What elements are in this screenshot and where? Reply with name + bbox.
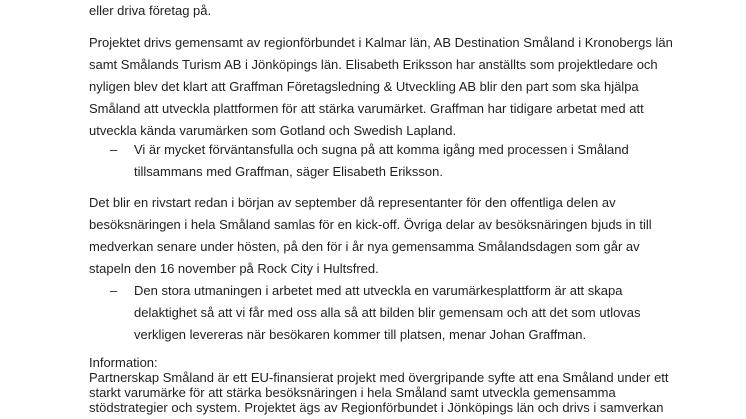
- text-line: Det blir en rivstart redan i början av september då representanter för den offentliga delen av: [89, 195, 616, 210]
- text-line: eller driva företag på.: [89, 3, 212, 18]
- text-line: Småland att utveckla plattformen för att stärka varumärket. Graffman har tidigare arbetat med att: [89, 101, 644, 116]
- text-line: samt Smålands Turism AB i Jönköpings län. Elisabeth Eriksson har anställts som projektledare och: [89, 57, 658, 72]
- text-line: Projektet drivs gemensamt av regionförbundet i Kalmar län, AB Destination Småland i Kronobergs län: [89, 35, 673, 50]
- information-section: [89, 355, 669, 415]
- text-line: Den stora utmaningen i arbetet med att utveckla en varumärkesplattform är att skapa: [134, 283, 623, 298]
- paragraph-kickoff: [89, 192, 679, 280]
- quote-dash: –: [110, 142, 118, 157]
- information-heading: Information:: [89, 355, 158, 370]
- text-line: tillsammans med Graffman, säger Elisabeth Eriksson.: [134, 164, 443, 179]
- quote-text: [134, 139, 629, 183]
- text-line: besöksnäringen i hela Småland samlas för en kick-off. Övriga delar av besöksnäringen bjuds in till: [89, 217, 652, 232]
- text-line: Partnerskap Småland är ett EU-finansierat projekt med övergripande syfte att ena Småland under ett: [89, 370, 669, 385]
- text-line: stödstrategier och system. Projektet ägs av Regionförbundet i Jönköpings län och drivs i samverkan: [89, 400, 664, 415]
- text-line: verkligen levereras när besökaren kommer till platsen, menar Johan Graffman.: [134, 327, 587, 342]
- quote-text: [134, 280, 641, 346]
- paragraph-project-partners: [89, 32, 679, 142]
- text-line: medverkan senare under hösten, på den för i år nya gemensamma Smålandsdagen som går av: [89, 239, 640, 254]
- quote-dash: –: [110, 283, 118, 298]
- text-line: starkt varumärke för att stärka besöksnäringen i hela Småland samt utveckla gemensamma: [89, 385, 616, 400]
- text-line: stapeln den 16 november på Rock City i Hultsfred.: [89, 261, 379, 276]
- top-fragment: [89, 0, 679, 22]
- text-line: Vi är mycket förväntansfulla och sugna på att komma igång med processen i Småland: [134, 142, 629, 157]
- text-line: nyligen blev det klart att Graffman Företagsledning & Utveckling AB blir den part som ska hjälpa: [89, 79, 639, 94]
- text-line: delaktighet så att vi får med oss alla så att bilden blir gemensam och att det som utlovas: [134, 305, 641, 320]
- text-line: utveckla kända varumärken som Gotland och Swedish Lapland.: [89, 123, 457, 138]
